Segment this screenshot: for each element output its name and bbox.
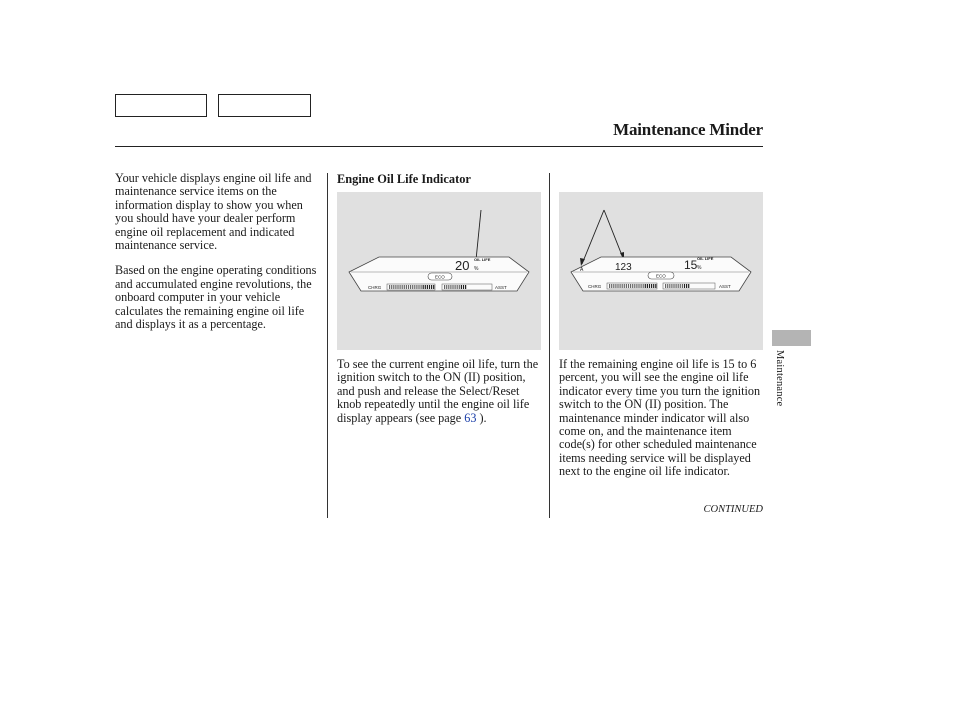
nav-box-next[interactable] (218, 94, 311, 117)
column-divider-2 (549, 173, 550, 518)
oil-life-label: OIL LIFE (474, 257, 491, 262)
chrg-label: CHRG (588, 284, 602, 289)
oil-life-instructions (337, 358, 542, 425)
percent-sign: % (697, 265, 702, 271)
oil-life-label: OIL LIFE (697, 256, 714, 261)
intro-paragraph-2: Based on the engine operating conditions and accumulated engine revolutions, the onboard computer in your vehicle calculates the remaining engine oil life and displays it as a percentage. (115, 263, 317, 332)
page-title: Maintenance Minder (613, 120, 763, 139)
svg-text:ECO: ECO (656, 273, 666, 279)
column-divider-1 (327, 173, 328, 518)
percent-sign: % (474, 266, 479, 272)
asst-label: ASST (495, 285, 507, 290)
display-illustration-1 (337, 192, 541, 350)
section-tab[interactable] (772, 330, 811, 346)
odometer-value: 123 (615, 262, 632, 273)
oil-life-warning-text: If the remaining engine oil life is 15 to 6 percent, you will see the engine oil life indicator every time you turn the ignition switch to the ON (II) position. The maintenance minder indicator will also come on, and the maintenance item code(s) for other scheduled maintenance items needing service will be displayed next to the engine oil life indicator. (559, 357, 761, 479)
maintenance-code-letter: A (580, 267, 584, 273)
intro-text (115, 172, 320, 343)
instrument-display-2 (559, 192, 763, 350)
charge-gauge-bars (389, 285, 466, 289)
svg-text:ECO: ECO (435, 274, 445, 280)
chrg-label: CHRG (368, 285, 382, 290)
asst-label: ASST (719, 284, 731, 289)
instructions-text-end: ). (476, 410, 487, 425)
page-reference-link[interactable]: 63 (464, 410, 477, 425)
pointer-arrow-code (604, 210, 623, 258)
section-heading: Engine Oil Life Indicator (337, 172, 471, 186)
oil-life-value: 15 (684, 258, 698, 272)
continued-label: CONTINUED (703, 504, 763, 515)
pointer-arrow-a (582, 210, 604, 264)
section-side-label: Maintenance (774, 350, 785, 407)
display-illustration-2 (559, 192, 763, 350)
nav-box-previous[interactable] (115, 94, 207, 117)
oil-life-value: 20 (455, 258, 470, 273)
instructions-text: To see the current engine oil life, turn the ignition switch to the ON (II) position, and push and release the Select/Reset knob repeatedly until the engine oil life display appears (see page (337, 357, 539, 425)
title-rule (115, 146, 763, 147)
instrument-display-1 (337, 192, 541, 350)
intro-paragraph-1: Your vehicle displays engine oil life and maintenance service items on the information display to show you when you should have your dealer perform engine oil replacement and indicated maintenance service. (115, 171, 312, 253)
